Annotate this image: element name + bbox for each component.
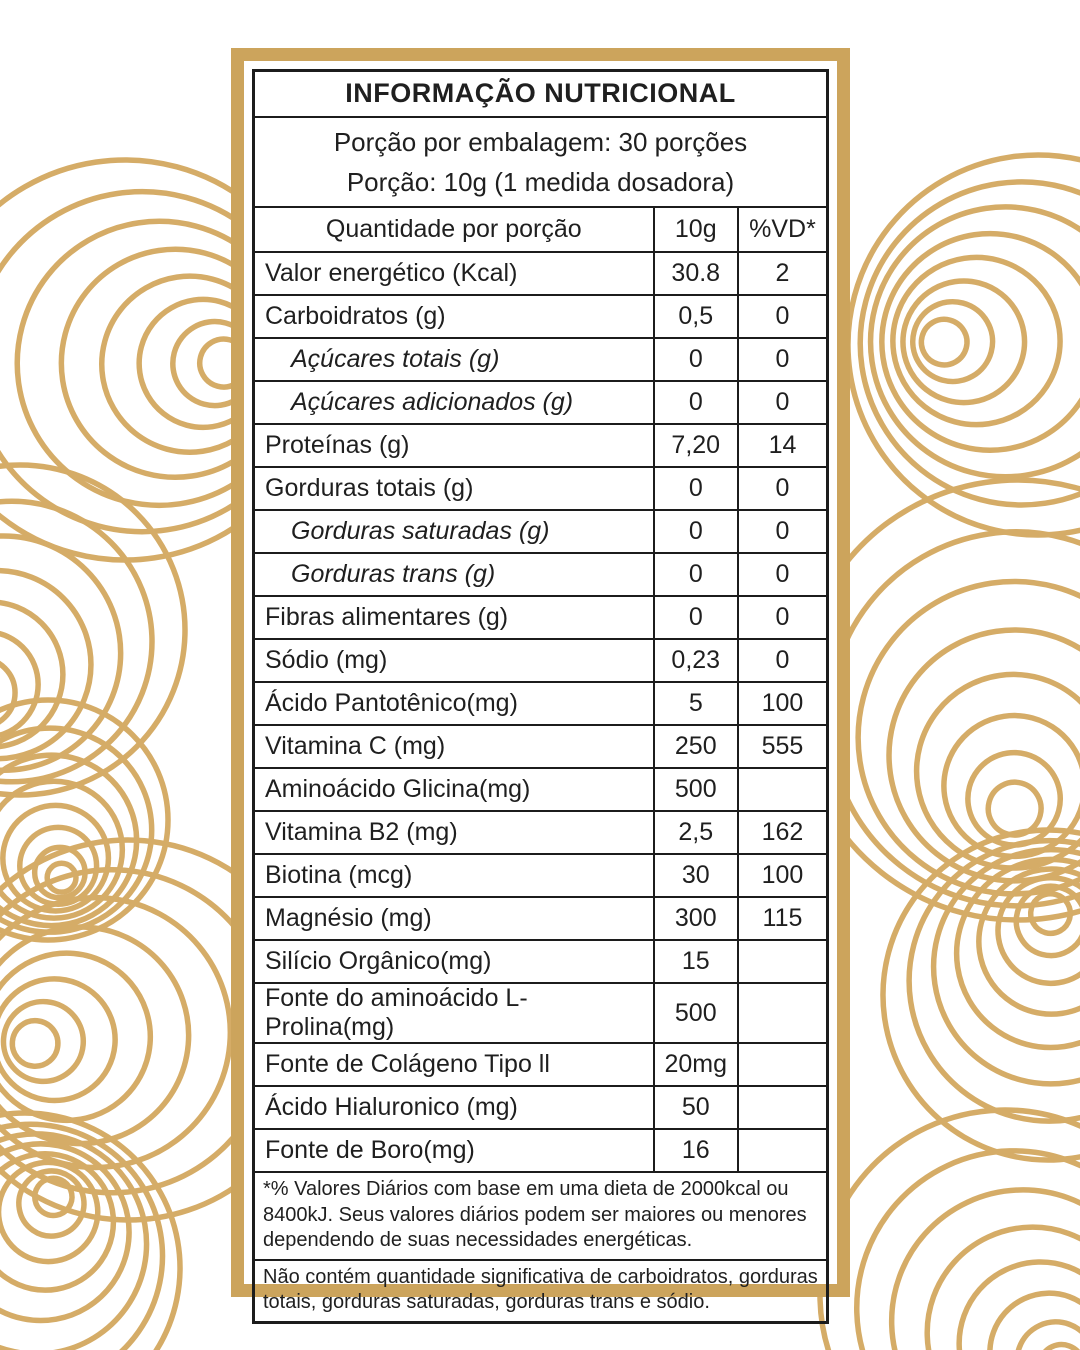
column-header-dv: %VD* xyxy=(738,207,828,252)
table-row xyxy=(254,553,828,596)
nutrient-name: Proteínas (g) xyxy=(254,424,654,467)
dv-value xyxy=(738,1129,828,1172)
table-row xyxy=(254,1043,828,1086)
amount-value: 0 xyxy=(654,510,738,553)
table-row xyxy=(254,811,828,854)
nutrient-name: Valor energético (Kcal) xyxy=(254,252,654,295)
table-row xyxy=(254,897,828,940)
table-row xyxy=(254,338,828,381)
dv-value: 0 xyxy=(738,467,828,510)
amount-value: 50 xyxy=(654,1086,738,1129)
dv-value: 0 xyxy=(738,596,828,639)
serving-size: Porção: 10g (1 medida dosadora) xyxy=(346,166,735,197)
nutrient-name: Fonte de Boro(mg) xyxy=(254,1129,654,1172)
amount-value: 2,5 xyxy=(654,811,738,854)
nutrient-name: Carboidratos (g) xyxy=(254,295,654,338)
amount-value: 500 xyxy=(654,768,738,811)
nutrient-name: Ácido Hialuronico (mg) xyxy=(254,1086,654,1129)
nutrient-name: Fibras alimentares (g) xyxy=(254,596,654,639)
amount-value: 250 xyxy=(654,725,738,768)
nutrient-name: Vitamina C (mg) xyxy=(254,725,654,768)
amount-value: 0 xyxy=(654,596,738,639)
amount-value: 15 xyxy=(654,940,738,983)
table-row xyxy=(254,467,828,510)
dv-value: 0 xyxy=(738,639,828,682)
dv-value: 0 xyxy=(738,381,828,424)
column-header-amount: 10g xyxy=(654,207,738,252)
serving-info xyxy=(254,117,828,208)
table-row xyxy=(254,725,828,768)
table-row xyxy=(254,1086,828,1129)
table-row xyxy=(254,682,828,725)
dv-value xyxy=(738,983,828,1043)
table-row xyxy=(254,940,828,983)
page-title: INFORMAÇÃO NUTRICIONAL xyxy=(254,71,828,117)
table-title-row xyxy=(254,71,828,117)
table-row xyxy=(254,424,828,467)
dv-value: 115 xyxy=(738,897,828,940)
nutrient-name: Biotina (mcg) xyxy=(254,854,654,897)
swirl-ornament xyxy=(0,465,185,795)
nutrient-name: Aminoácido Glicina(mg) xyxy=(254,768,654,811)
nutrient-name: Ácido Pantotênico(mg) xyxy=(254,682,654,725)
table-row xyxy=(254,854,828,897)
nutrition-table xyxy=(252,69,829,1324)
table-row xyxy=(254,983,828,1043)
amount-value: 0 xyxy=(654,467,738,510)
amount-value: 20mg xyxy=(654,1043,738,1086)
nutrient-name: Magnésio (mg) xyxy=(254,897,654,940)
column-header-row xyxy=(254,207,828,252)
table-row xyxy=(254,381,828,424)
table-row xyxy=(254,295,828,338)
amount-value: 0 xyxy=(654,381,738,424)
footnote-not-significant-row xyxy=(254,1260,828,1323)
dv-value: 0 xyxy=(738,553,828,596)
nutrient-name: Silício Orgânico(mg) xyxy=(254,940,654,983)
table-row xyxy=(254,510,828,553)
servings-per-package: Porção por embalagem: 30 porções xyxy=(333,126,748,157)
amount-value: 5 xyxy=(654,682,738,725)
amount-value: 0,5 xyxy=(654,295,738,338)
dv-value: 100 xyxy=(738,682,828,725)
dv-value: 0 xyxy=(738,295,828,338)
table-row xyxy=(254,639,828,682)
nutrient-name: Fonte do aminoácido L-Prolina(mg) xyxy=(254,983,654,1043)
table-row xyxy=(254,768,828,811)
dv-value: 100 xyxy=(738,854,828,897)
nutrient-name: Fonte de Colágeno Tipo ll xyxy=(254,1043,654,1086)
dv-value xyxy=(738,940,828,983)
serving-info-row xyxy=(254,117,828,208)
footnote-daily-values: *% Valores Diários com base em uma dieta de 2000kcal ou 8400kJ. Seus valores diários podem ser maiores ou menores dependendo de suas necessidades energéticas. xyxy=(254,1172,828,1260)
amount-value: 300 xyxy=(654,897,738,940)
nutrient-name: Gorduras saturadas (g) xyxy=(254,510,654,553)
amount-value: 500 xyxy=(654,983,738,1043)
amount-value: 16 xyxy=(654,1129,738,1172)
table-row xyxy=(254,596,828,639)
nutrient-name: Gorduras trans (g) xyxy=(254,553,654,596)
amount-value: 0 xyxy=(654,553,738,596)
footnote-not-significant: Não contém quantidade significativa de carboidratos, gorduras totais, gorduras saturadas, gorduras trans e sódio. xyxy=(254,1260,828,1323)
amount-value: 0 xyxy=(654,338,738,381)
nutrition-label-frame xyxy=(231,48,850,1314)
dv-value: 162 xyxy=(738,811,828,854)
nutrient-name: Açúcares adicionados (g) xyxy=(254,381,654,424)
table-row xyxy=(254,1129,828,1172)
dv-value: 0 xyxy=(738,338,828,381)
nutrient-name: Sódio (mg) xyxy=(254,639,654,682)
dv-value xyxy=(738,1043,828,1086)
dv-value: 2 xyxy=(738,252,828,295)
dv-value: 14 xyxy=(738,424,828,467)
nutrient-name: Gorduras totais (g) xyxy=(254,467,654,510)
amount-value: 0,23 xyxy=(654,639,738,682)
footnote-daily-values-row xyxy=(254,1172,828,1260)
nutrient-name: Açúcares totais (g) xyxy=(254,338,654,381)
amount-value: 30 xyxy=(654,854,738,897)
dv-value xyxy=(738,768,828,811)
amount-value: 30.8 xyxy=(654,252,738,295)
amount-value: 7,20 xyxy=(654,424,738,467)
table-row xyxy=(254,252,828,295)
column-header-quantity: Quantidade por porção xyxy=(254,207,654,252)
nutrient-name: Vitamina B2 (mg) xyxy=(254,811,654,854)
dv-value: 0 xyxy=(738,510,828,553)
dv-value xyxy=(738,1086,828,1129)
dv-value: 555 xyxy=(738,725,828,768)
